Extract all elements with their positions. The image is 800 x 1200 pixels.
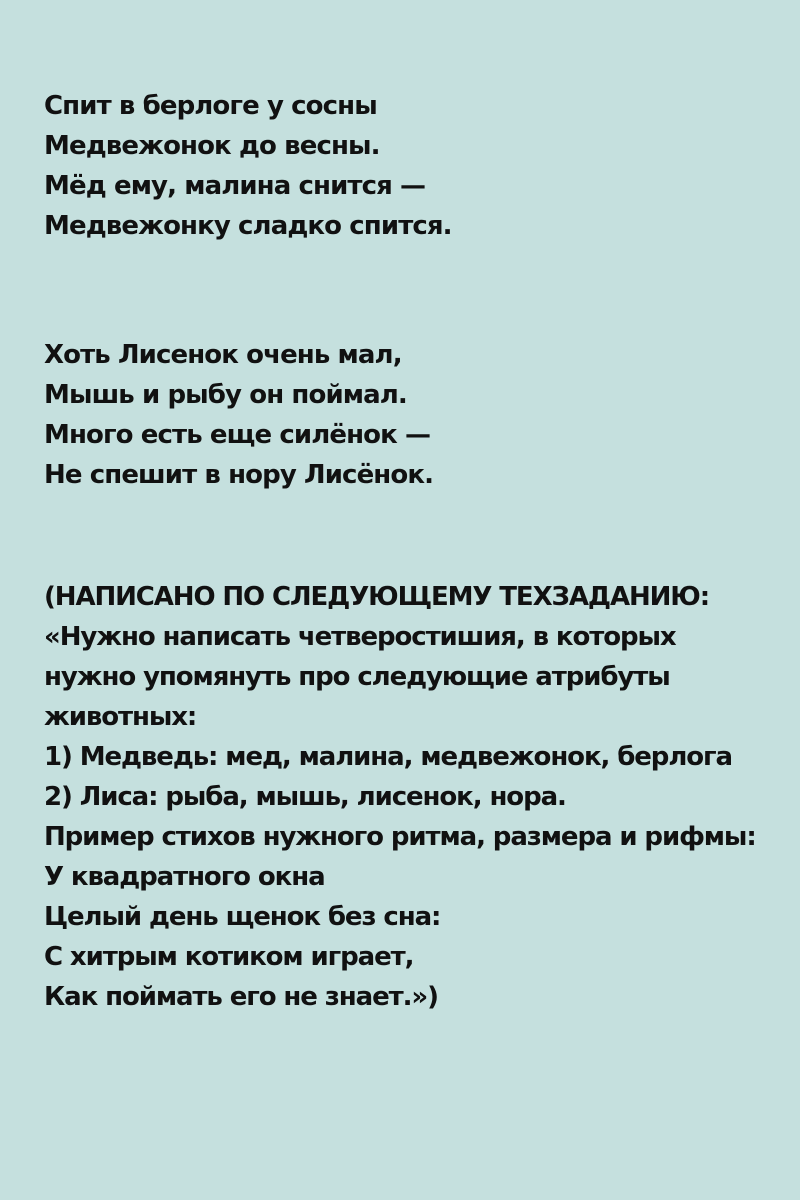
specification-line: 1) Медведь: мед, малина, медвежонок, берлога — [44, 742, 732, 772]
specification-line: (НАПИСАНО ПО СЛЕДУЮЩЕМУ ТЕХЗАДАНИЮ: — [44, 582, 710, 612]
specification-block — [44, 577, 794, 1017]
specification-line: У квадратного окна — [44, 862, 325, 892]
specification-line: животных: — [44, 702, 197, 732]
poem-line: Медвежонку сладко спится. — [44, 211, 452, 241]
specification-line: Пример стихов нужного ритма, размера и рифмы: — [44, 822, 756, 852]
specification-line: Как поймать его не знает.») — [44, 982, 438, 1012]
poem-bear-stanza — [44, 86, 794, 246]
specification-line: «Нужно написать четверостишия, в которых — [44, 622, 676, 652]
poem-line: Мёд ему, малина снится — — [44, 171, 426, 201]
poem-line: Мышь и рыбу он поймал. — [44, 380, 407, 410]
specification-line: С хитрым котиком играет, — [44, 942, 414, 972]
specification-line: 2) Лиса: рыба, мышь, лисенок, нора. — [44, 782, 566, 812]
poem-line: Хоть Лисенок очень мал, — [44, 340, 402, 370]
specification-line: Целый день щенок без сна: — [44, 902, 441, 932]
poem-line: Не спешит в нору Лисёнок. — [44, 460, 434, 490]
specification-line: нужно упомянуть про следующие атрибуты — [44, 662, 670, 692]
poem-fox-stanza — [44, 335, 794, 495]
poem-line: Спит в берлоге у сосны — [44, 91, 377, 121]
poem-line: Много есть еще силёнок — — [44, 420, 431, 450]
poem-line: Медвежонок до весны. — [44, 131, 380, 161]
